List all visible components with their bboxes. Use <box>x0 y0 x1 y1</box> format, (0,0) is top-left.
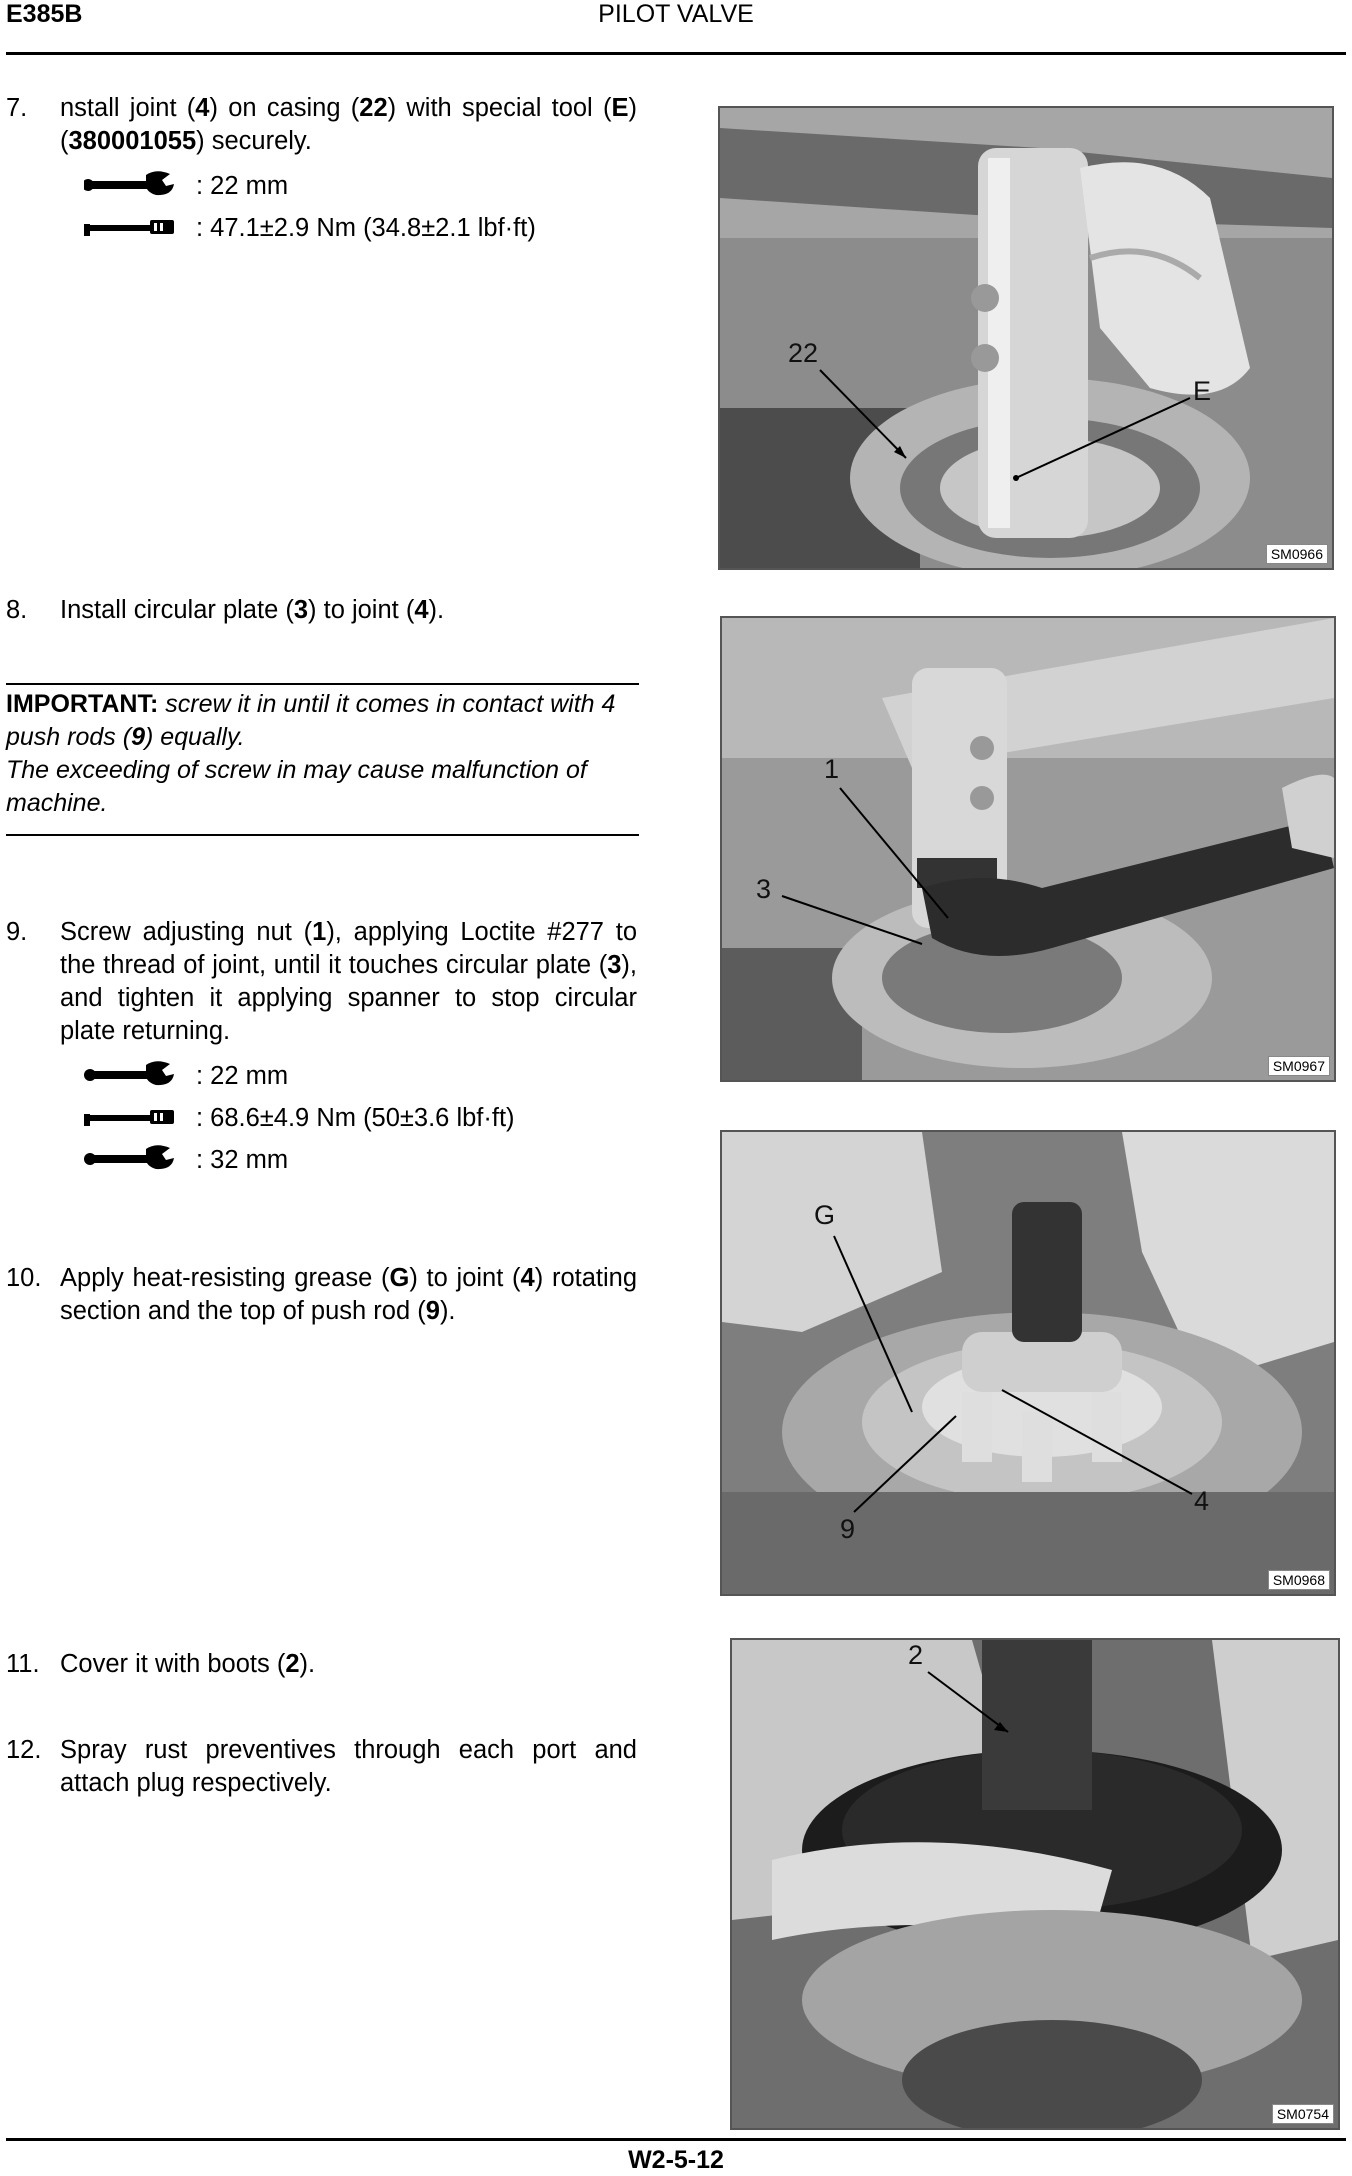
step-8 <box>0 594 640 630</box>
important-top-rule <box>6 683 639 685</box>
callout-label: 3 <box>756 874 772 904</box>
step-number: 10. <box>6 1264 42 1292</box>
step-11 <box>0 1648 640 1684</box>
wrench-icon <box>84 1060 176 1099</box>
callout-label: 2 <box>908 1640 924 1670</box>
photo-boot-cover <box>730 1638 1340 2130</box>
step-10 <box>0 1262 640 1332</box>
page-number: W2-5-12 <box>628 2146 724 2174</box>
spec-row: : 22 mm <box>84 1060 644 1093</box>
section-title: PILOT VALVE <box>598 0 754 28</box>
footer-rule <box>6 2138 1346 2141</box>
callout-arrows <box>722 618 1334 1080</box>
wrench-icon <box>84 1144 176 1183</box>
figure-code: SM0967 <box>1268 1056 1330 1076</box>
important-bottom-rule <box>6 834 639 836</box>
callout-label: 4 <box>1194 1486 1210 1516</box>
step-9 <box>0 916 640 1051</box>
callout-label: E <box>1193 376 1212 406</box>
spec-row: : 22 mm <box>84 170 644 203</box>
spec-row: : 32 mm <box>84 1144 644 1177</box>
photo-adjusting-nut <box>720 616 1336 1082</box>
step-number: 11. <box>6 1650 40 1678</box>
figure-code: SM0968 <box>1268 1570 1330 1590</box>
callout-arrows <box>720 108 1332 568</box>
wrench-icon <box>84 170 176 209</box>
callout-arrows <box>722 1132 1334 1594</box>
step-number: 12. <box>6 1736 42 1764</box>
step-text: Apply heat-resisting grease (G) to joint (4) rotating section and the top of push rod (9). <box>60 1264 638 1325</box>
callout-label: 22 <box>788 338 819 368</box>
photo-installing-joint <box>718 106 1334 570</box>
step-text: Screw adjusting nut (1), applying Loctite #277 to the thread of joint, until it touches circular plate (3), and tighten it applying spanner to stop circular plate returning. <box>60 918 638 1045</box>
spec-row: : 47.1±2.9 Nm (34.8±2.1 lbf·ft) <box>84 212 644 245</box>
step-7 <box>0 92 640 162</box>
spec-row: : 68.6±4.9 Nm (50±3.6 lbf·ft) <box>84 1102 644 1135</box>
figure-code: SM0966 <box>1266 544 1328 564</box>
step-text: Install circular plate (3) to joint (4). <box>60 596 445 624</box>
callout-label: G <box>814 1200 836 1230</box>
step-number: 9. <box>6 918 28 946</box>
header-rule <box>6 52 1346 55</box>
step-number: 8. <box>6 596 28 624</box>
torque-wrench-icon <box>84 1102 176 1141</box>
callout-label: 9 <box>840 1514 856 1544</box>
photo-applying-grease <box>720 1130 1336 1596</box>
callout-label: 1 <box>824 754 840 784</box>
callout-arrows <box>732 1640 1338 2128</box>
step-text: Cover it with boots (2). <box>60 1650 316 1678</box>
torque-wrench-icon <box>84 212 176 251</box>
document-model: E385B <box>6 0 83 28</box>
important-note: IMPORTANT: screw it in until it comes in contact with 4 push rods (9) equally. The exceeding of screw in may cause malfunction of machine. <box>6 690 616 817</box>
figure-code: SM0754 <box>1272 2104 1334 2124</box>
step-12 <box>0 1734 640 1804</box>
step-text: nstall joint (4) on casing (22) with special tool (E) (380001055) securely. <box>60 94 637 155</box>
step-number: 7. <box>6 94 28 122</box>
step-text: Spray rust preventives through each port and attach plug respectively. <box>60 1736 637 1797</box>
